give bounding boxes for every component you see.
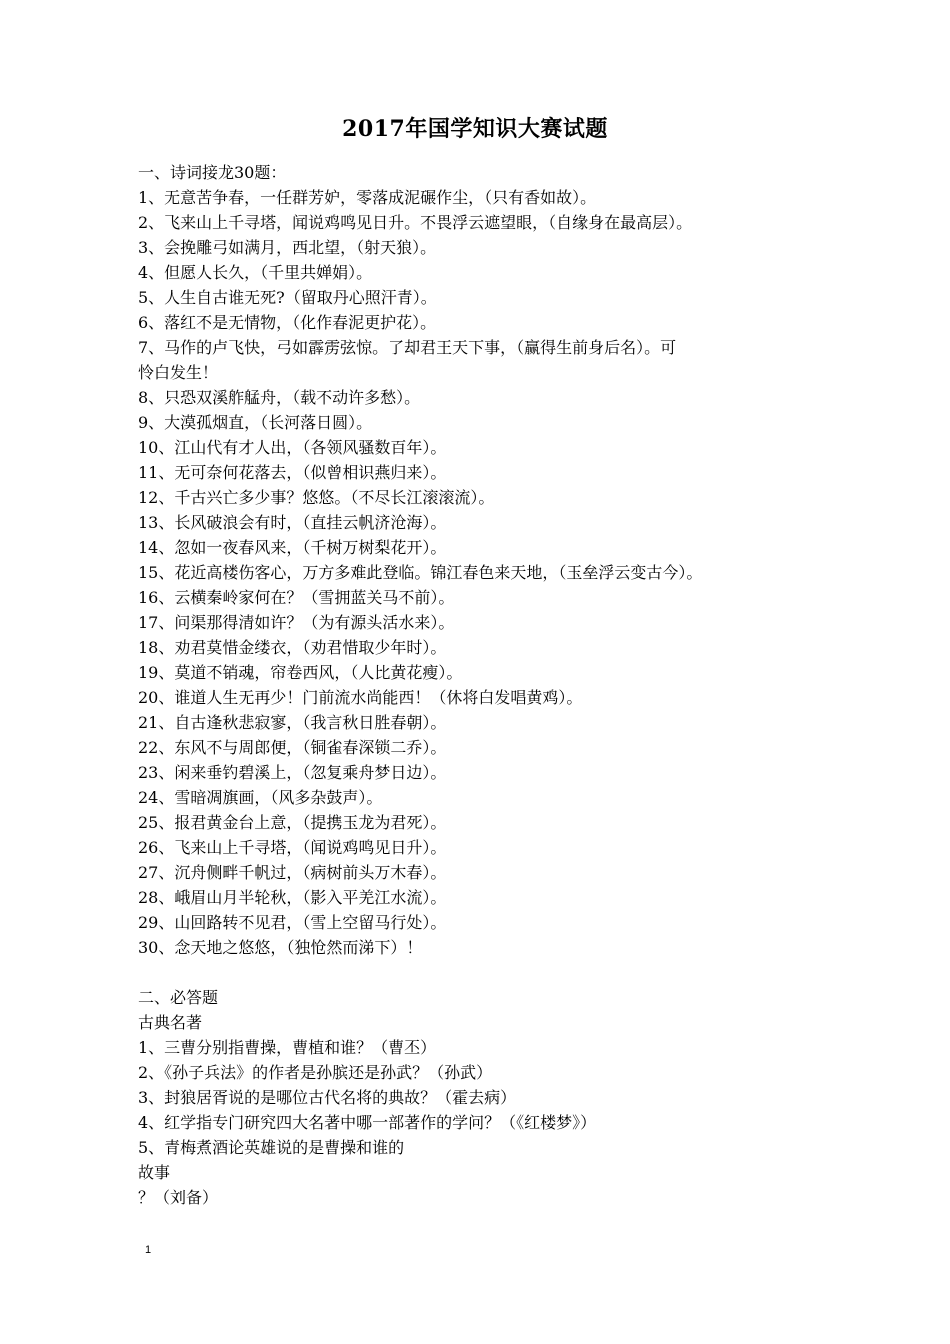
list-item: 28、峨眉山月半轮秋，（影入平羌江水流）。 bbox=[138, 888, 447, 907]
list-item: 24、雪暗凋旗画，（风多杂鼓声）。 bbox=[138, 788, 383, 807]
list-item: 2、飞来山上千寻塔，闻说鸡鸣见日升。不畏浮云遮望眼，（自缘身在最高层）。 bbox=[138, 213, 693, 232]
list-item: 4、但愿人长久，（千里共婵娟）。 bbox=[138, 263, 373, 282]
document-title: 2017年国学知识大赛试题 bbox=[342, 116, 608, 142]
section-heading: 二、必答题 bbox=[138, 988, 219, 1007]
section-spacer bbox=[138, 960, 838, 985]
list-item: 5、人生自古谁无死?（留取丹心照汗青）。 bbox=[138, 288, 437, 307]
list-item: 30、念天地之悠悠，（独怆然而涕下）！ bbox=[138, 938, 423, 957]
list-item: 17、问渠那得清如许？（为有源头活水来）。 bbox=[138, 613, 455, 632]
poetry-list bbox=[138, 185, 838, 960]
list-item: 25、报君黄金台上意，（提携玉龙为君死）。 bbox=[138, 813, 447, 832]
list-item: 8、只恐双溪舴艋舟，（载不动许多愁）。 bbox=[138, 388, 421, 407]
page-number: 1 bbox=[145, 1244, 152, 1256]
list-item: 3、会挽雕弓如满月，西北望，（射天狼）。 bbox=[138, 238, 437, 257]
list-item: 26、飞来山上千寻塔，（闻说鸡鸣见日升）。 bbox=[138, 838, 447, 857]
list-item: 18、劝君莫惜金缕衣，（劝君惜取少年时）。 bbox=[138, 638, 447, 657]
list-item: 15、花近高楼伤客心，万方多难此登临。锦江春色来天地，（玉垒浮云变古今）。 bbox=[138, 563, 703, 582]
list-item: 14、忽如一夜春风来，（千树万树梨花开）。 bbox=[138, 538, 447, 557]
list-item: 19、莫道不销魂，帘卷西风，（人比黄花瘦）。 bbox=[138, 663, 463, 682]
list-item: 23、闲来垂钓碧溪上，（忽复乘舟梦日边）。 bbox=[138, 763, 447, 782]
list-item: 9、大漠孤烟直，（长河落日圆）。 bbox=[138, 413, 373, 432]
list-item: 11、无可奈何花落去，（似曾相识燕归来）。 bbox=[138, 463, 447, 482]
list-item: 6、落红不是无情物，（化作春泥更护花）。 bbox=[138, 313, 437, 332]
list-item: 4、红学指专门研究四大名著中哪一部著作的学问？（《红楼梦》） bbox=[138, 1113, 597, 1132]
list-item: 16、云横秦岭家何在？（雪拥蓝关马不前）。 bbox=[138, 588, 455, 607]
list-item: 20、谁道人生无再少！门前流水尚能西！（休将白发唱黄鸡）。 bbox=[138, 688, 583, 707]
section-heading: 一、诗词接龙30题： bbox=[138, 163, 287, 182]
list-item: 10、江山代有才人出，（各领风骚数百年）。 bbox=[138, 438, 447, 457]
list-item: 怜白发生！ bbox=[138, 363, 219, 382]
list-item: 5、青梅煮酒论英雄说的是曹操和谁的 bbox=[138, 1138, 405, 1157]
question-list bbox=[138, 1035, 838, 1210]
list-item: 29、山回路转不见君，（雪上空留马行处）。 bbox=[138, 913, 447, 932]
list-item: 27、沉舟侧畔千帆过，（病树前头万木春）。 bbox=[138, 863, 447, 882]
list-item: 13、长风破浪会有时，（直挂云帆济沧海）。 bbox=[138, 513, 447, 532]
section-subheading: 古典名著 bbox=[138, 1013, 203, 1032]
list-item: 2、《孙子兵法》的作者是孙膑还是孙武？（孙武） bbox=[138, 1063, 493, 1082]
list-item: 故事 bbox=[138, 1163, 171, 1182]
list-item: ？（刘备） bbox=[138, 1188, 219, 1207]
list-item: 12、千古兴亡多少事？悠悠。（不尽长江滚滚流）。 bbox=[138, 488, 495, 507]
list-item: 21、自古逢秋悲寂寥，（我言秋日胜春朝）。 bbox=[138, 713, 447, 732]
list-item: 1、三曹分别指曹操，曹植和谁？（曹丕） bbox=[138, 1038, 437, 1057]
list-item: 22、东风不与周郎便，（铜雀春深锁二乔）。 bbox=[138, 738, 447, 757]
list-item: 7、马作的卢飞快，弓如霹雳弦惊。了却君王天下事，（赢得生前身后名）。可 bbox=[138, 338, 677, 357]
document-body bbox=[138, 160, 838, 1210]
list-item: 1、无意苦争春，一任群芳妒，零落成泥碾作尘，（只有香如故）。 bbox=[138, 188, 597, 207]
list-item: 3、封狼居胥说的是哪位古代名将的典故？（霍去病） bbox=[138, 1088, 517, 1107]
